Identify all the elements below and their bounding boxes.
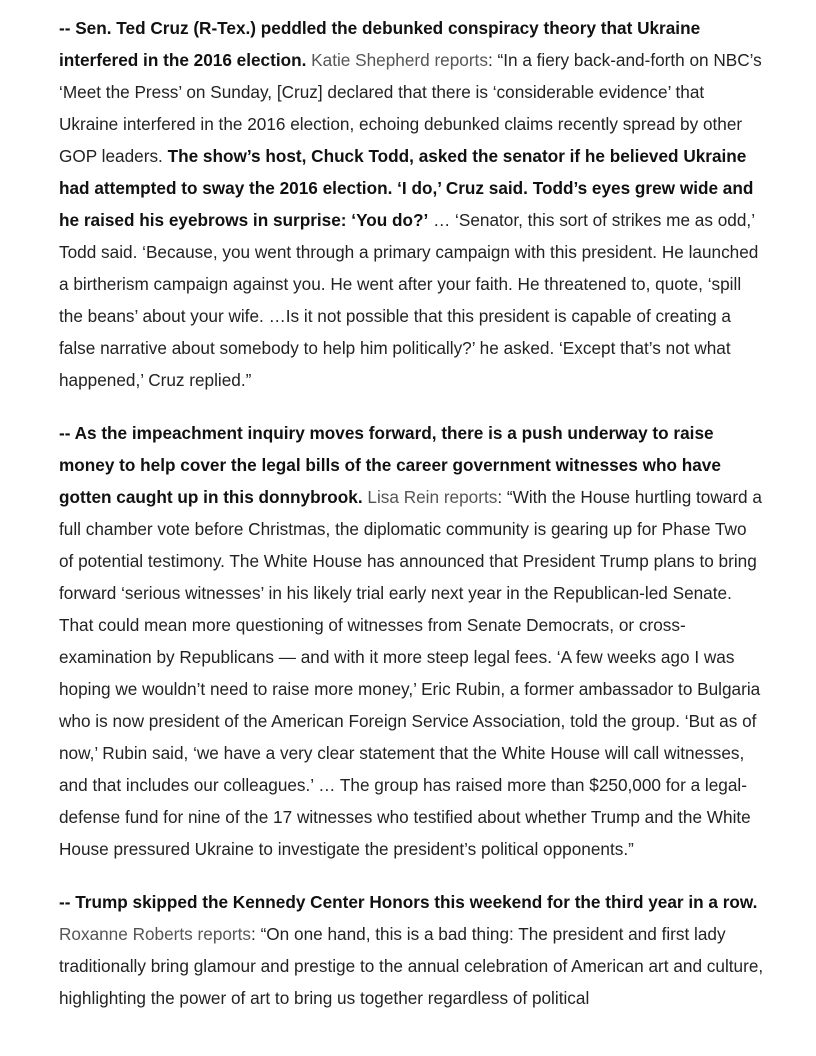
paragraph-bold-quote: The show’s host, Chuck Todd, asked the senator if he believed Ukraine had attempted to sway the 2016 election. ‘I do,’ Cruz said. Todd’s eyes grew wide and he raised his eyebrows in surprise: ‘You do?’ xyxy=(59,146,754,230)
paragraph-kennedy-center xyxy=(59,886,764,1014)
paragraph-text: : “On one hand, this is a bad thing: The president and first lady traditionally bring glamour and prestige to the annual celebration of American art and culture, highlighting the power of art to bring us together regardless of political xyxy=(59,924,764,1008)
paragraph-cruz xyxy=(59,12,764,396)
paragraph-lead: -- Sen. Ted Cruz (R-Tex.) peddled the debunked conspiracy theory that Ukraine interfered in the 2016 election. xyxy=(59,18,701,70)
paragraph-text: : “With the House hurtling toward a full chamber vote before Christmas, the diplomatic community is gearing up for Phase Two of potential testimony. The White House has announced that President Trump plans to bring forward ‘serious witnesses’ in his likely trial early next year in the Republican-led Senate. That could mean more questioning of witnesses from Senate Democrats, or cross-examination by Republicans — and with it more steep legal fees. ‘A few weeks ago I was hoping we wouldn’t need to raise more money,’ Eric Rubin, a former ambassador to Bulgaria who is now president of the American Foreign Service Association, told the group. ‘But as of now,’ Rubin said, ‘we have a very clear statement that the White House will call witnesses, and that includes our colleagues.’ … The group has raised more than $250,000 for a legal-defense fund for nine of the 17 witnesses who testified about whether Trump and the White House pressured Ukraine to investigate the president’s political opponents.” xyxy=(59,487,762,859)
paragraph-lead: -- As the impeachment inquiry moves forward, there is a push underway to raise money to help cover the legal bills of the career government witnesses who have gotten caught up in this donnybrook. xyxy=(59,423,721,507)
paragraph-text: : “In a fiery back-and-forth on NBC’s ‘Meet the Press’ on Sunday, [Cruz] declared that there is ‘considerable evidence’ that Ukraine interfered in the 2016 election, echoing debunked claims recently spread by other GOP leaders. xyxy=(59,50,762,166)
reporter-link-roxanne-roberts[interactable]: Roxanne Roberts reports xyxy=(59,924,252,944)
paragraph-text: … ‘Senator, this sort of strikes me as odd,’ Todd said. ‘Because, you went through a primary campaign with this president. He launched a birtherism campaign against you. He went after your faith. He threatened to, quote, ‘spill the beans’ about your wife. …Is it not possible that this president is capable of creating a false narrative about somebody to help him politically?’ he asked. ‘Except that’s not what happened,’ Cruz replied.” xyxy=(59,210,759,390)
paragraph-lead: -- Trump skipped the Kennedy Center Honors this weekend for the third year in a row. xyxy=(59,892,758,912)
paragraph-legal-fund xyxy=(59,417,764,865)
reporter-link-katie-shepherd[interactable]: Katie Shepherd reports xyxy=(311,50,488,70)
reporter-link-lisa-rein[interactable]: Lisa Rein reports xyxy=(367,487,498,507)
